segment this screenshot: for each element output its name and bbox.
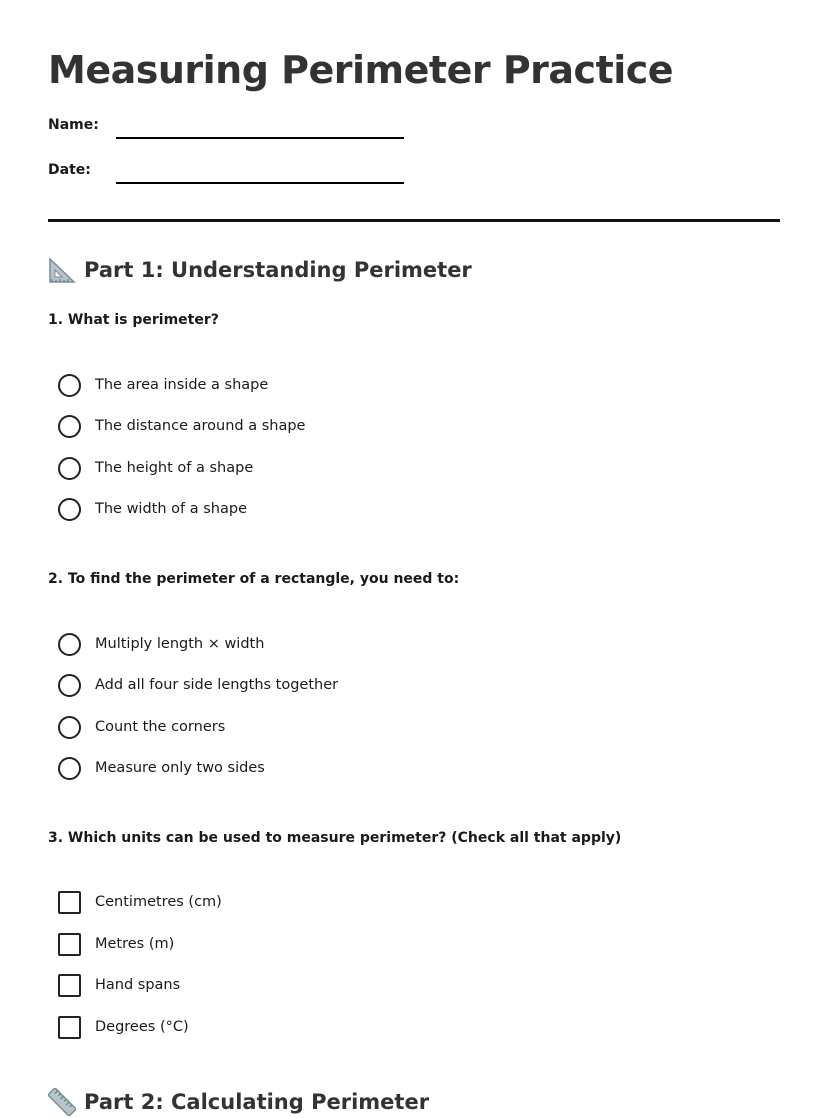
q1-option-3[interactable] [58,455,253,481]
option-label: The distance around a shape [95,418,306,434]
q3-option-3[interactable] [58,972,180,998]
q1-option-1[interactable] [58,372,268,398]
date-label: Date: [48,162,91,178]
q3-option-1[interactable] [58,889,222,915]
option-label: Multiply length × width [95,636,265,652]
option-label: Measure only two sides [95,760,265,776]
name-field-row [48,117,408,147]
option-label: The height of a shape [95,460,254,476]
question-2: 2. To find the perimeter of a rectangle, you need to: [48,571,460,587]
option-label: Hand spans [95,977,181,993]
option-label: Metres (m) [95,936,175,952]
checkbox[interactable] [58,974,81,997]
part2-heading [48,1088,429,1116]
option-label: Degrees (°C) [95,1019,189,1035]
q1-option-4[interactable] [58,496,247,522]
radio-button[interactable] [58,415,81,438]
option-label: Centimetres (cm) [95,894,222,910]
radio-button[interactable] [58,374,81,397]
q3-option-4[interactable] [58,1014,189,1040]
radio-button[interactable] [58,757,81,780]
header-divider [48,219,780,222]
page-title: Measuring Perimeter Practice [48,48,674,92]
checkbox[interactable] [58,891,81,914]
q2-option-3[interactable] [58,714,225,740]
part1-heading-text: Part 1: Understanding Perimeter [84,258,472,282]
part1-heading [48,256,472,284]
date-field-row [48,162,408,192]
option-label: The area inside a shape [95,377,269,393]
checkbox[interactable] [58,1016,81,1039]
checkbox[interactable] [58,933,81,956]
q3-option-2[interactable] [58,931,174,957]
name-field[interactable] [116,137,404,139]
option-label: Add all four side lengths together [95,677,339,693]
straight-ruler-icon [48,1088,76,1116]
option-label: The width of a shape [95,501,247,517]
q2-option-2[interactable] [58,672,338,698]
radio-button[interactable] [58,457,81,480]
part2-heading-text: Part 2: Calculating Perimeter [84,1090,430,1114]
name-label: Name: [48,117,99,133]
radio-button[interactable] [58,498,81,521]
q2-option-1[interactable] [58,631,264,657]
question-1: 1. What is perimeter? [48,312,219,328]
radio-button[interactable] [58,716,81,739]
radio-button[interactable] [58,674,81,697]
question-3: 3. Which units can be used to measure perimeter? (Check all that apply) [48,830,622,846]
option-label: Count the corners [95,719,226,735]
triangle-ruler-icon [48,256,76,284]
q2-option-4[interactable] [58,755,265,781]
date-field[interactable] [116,182,404,184]
radio-button[interactable] [58,633,81,656]
q1-option-2[interactable] [58,413,305,439]
